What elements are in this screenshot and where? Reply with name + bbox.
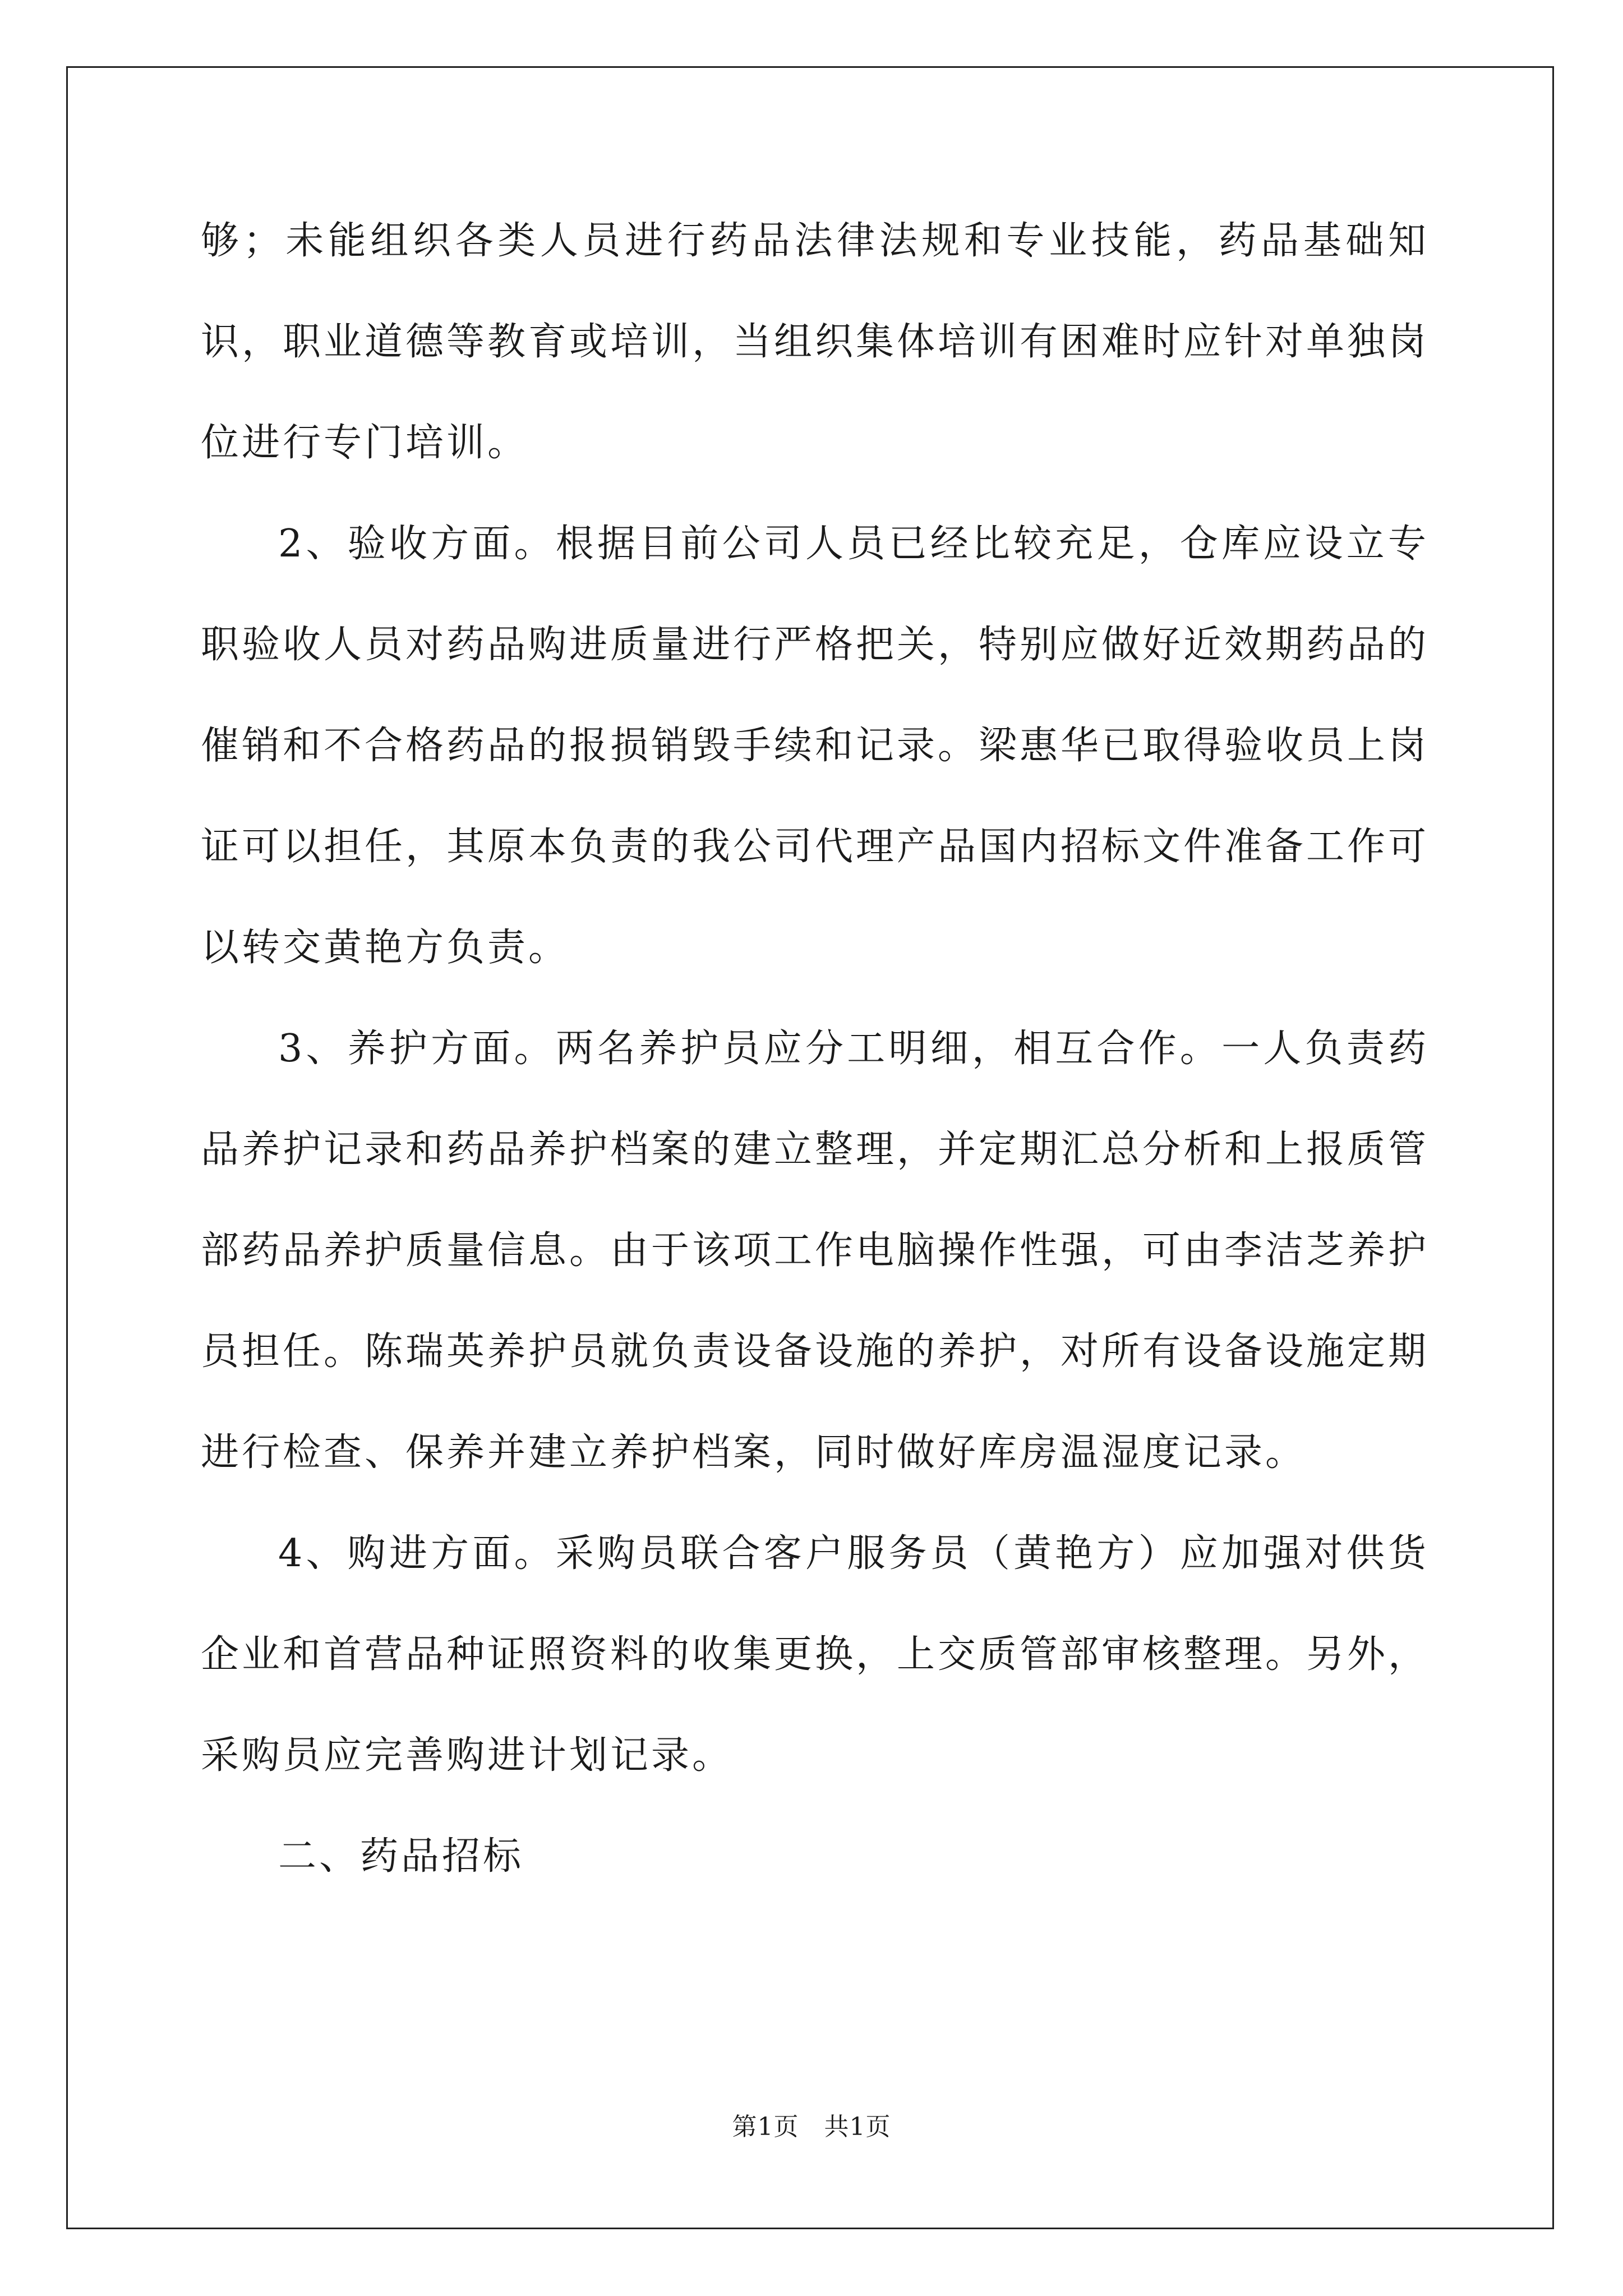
document-body [201,191,1429,1907]
paragraph-continuation: 够；未能组织各类人员进行药品法律法规和专业技能，药品基础知识，职业道德等教育或培训，当组织集体培训有困难时应针对单独岗位进行专门培训。 [201,219,1430,465]
paragraph-purchasing: 4、购进方面。采购员联合客户服务员（黄艳方）应加强对供货企业和首营品种证照资料的收集更换，上交质管部审核整理。另外，采购员应完善购进计划记录。 [201,1531,1430,1778]
page-number-footer: 第1页 共1页 [732,2113,891,2141]
section-heading-drug-bidding: 二、药品招标 [278,1834,524,1879]
paragraph-acceptance: 2、验收方面。根据目前公司人员已经比较充足，仓库应设立专职验收人员对药品购进质量进行严格把关，特别应做好近效期药品的催销和不合格药品的报损销毁手续和记录。梁惠华已取得验收员上岗证可以担任，其原本负责的我公司代理产品国内招标文件准备工作可以转交黄艳方负责。 [201,522,1430,970]
paragraph-maintenance: 3、养护方面。两名养护员应分工明细，相互合作。一人负责药品养护记录和药品养护档案的建立整理，并定期汇总分析和上报质管部药品养护质量信息。由于该项工作电脑操作性强，可由李洁芝养护员担任。陈瑞英养护员就负责设备设施的养护，对所有设备设施定期进行检查、保养并建立养护档案，同时做好库房温湿度记录。 [201,1027,1430,1475]
